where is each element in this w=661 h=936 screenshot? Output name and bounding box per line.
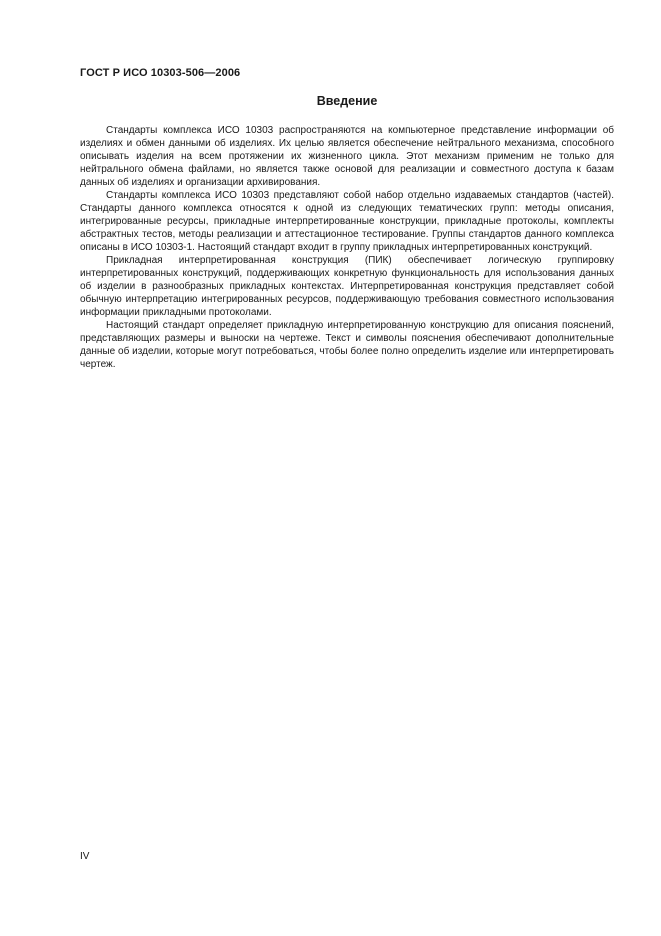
- paragraph-1: Стандарты комплекса ИСО 10303 распространяются на компьютерное представление информации об изделиях и обмен данными об изделиях. Их целью является обеспечение нейтрального механизма, способного описывать изделия на всем протяжении их жизненного цикла. Этот механизм применим не только для нейтрального обмена файлами, но является также основой для реализации и совместного доступа к базам данных об изделиях и организации архивирования.: [80, 125, 614, 188]
- paragraph-2: Стандарты комплекса ИСО 10303 представляют собой набор отдельно издаваемых стандартов (частей). Стандарты данного комплекса относятся к одной из следующих тематических групп: методы описания, интегрированные ресурсы, прикладные интерпретированные конструкции, прикладные протоколы, комплекты абстрактных тестов, методы реализации и аттестационное тестирование. Группы стандартов данного комплекса описаны в ИСО 10303-1. Настоящий стандарт входит в группу прикладных интерпретированных конструкций.: [80, 190, 614, 253]
- section-title: Введение: [316, 94, 378, 108]
- paragraph-3: Прикладная интерпретированная конструкция (ПИК) обеспечивает логическую группировку интерпретированных конструкций, поддерживающих конкретную функциональность для использования данных об изделии в разнообразных прикладных контекстах. Интерпретированная конструкция представляет собой обычную интерпретацию интегрированных ресурсов, поддерживающую требования совместного использования информации прикладными протоколами.: [80, 255, 614, 318]
- body-text: [80, 124, 614, 371]
- page-number: IV: [80, 851, 90, 862]
- document-id-header: ГОСТ Р ИСО 10303-506—2006: [80, 67, 241, 79]
- paragraph-4: Настоящий стандарт определяет прикладную интерпретированную конструкцию для описания пояснений, представляющих размеры и выноски на чертеже. Текст и символы пояснения обеспечивают дополнительные данные об изделии, которые могут потребоваться, чтобы более полно определить изделие или интерпретировать чертеж.: [80, 320, 614, 370]
